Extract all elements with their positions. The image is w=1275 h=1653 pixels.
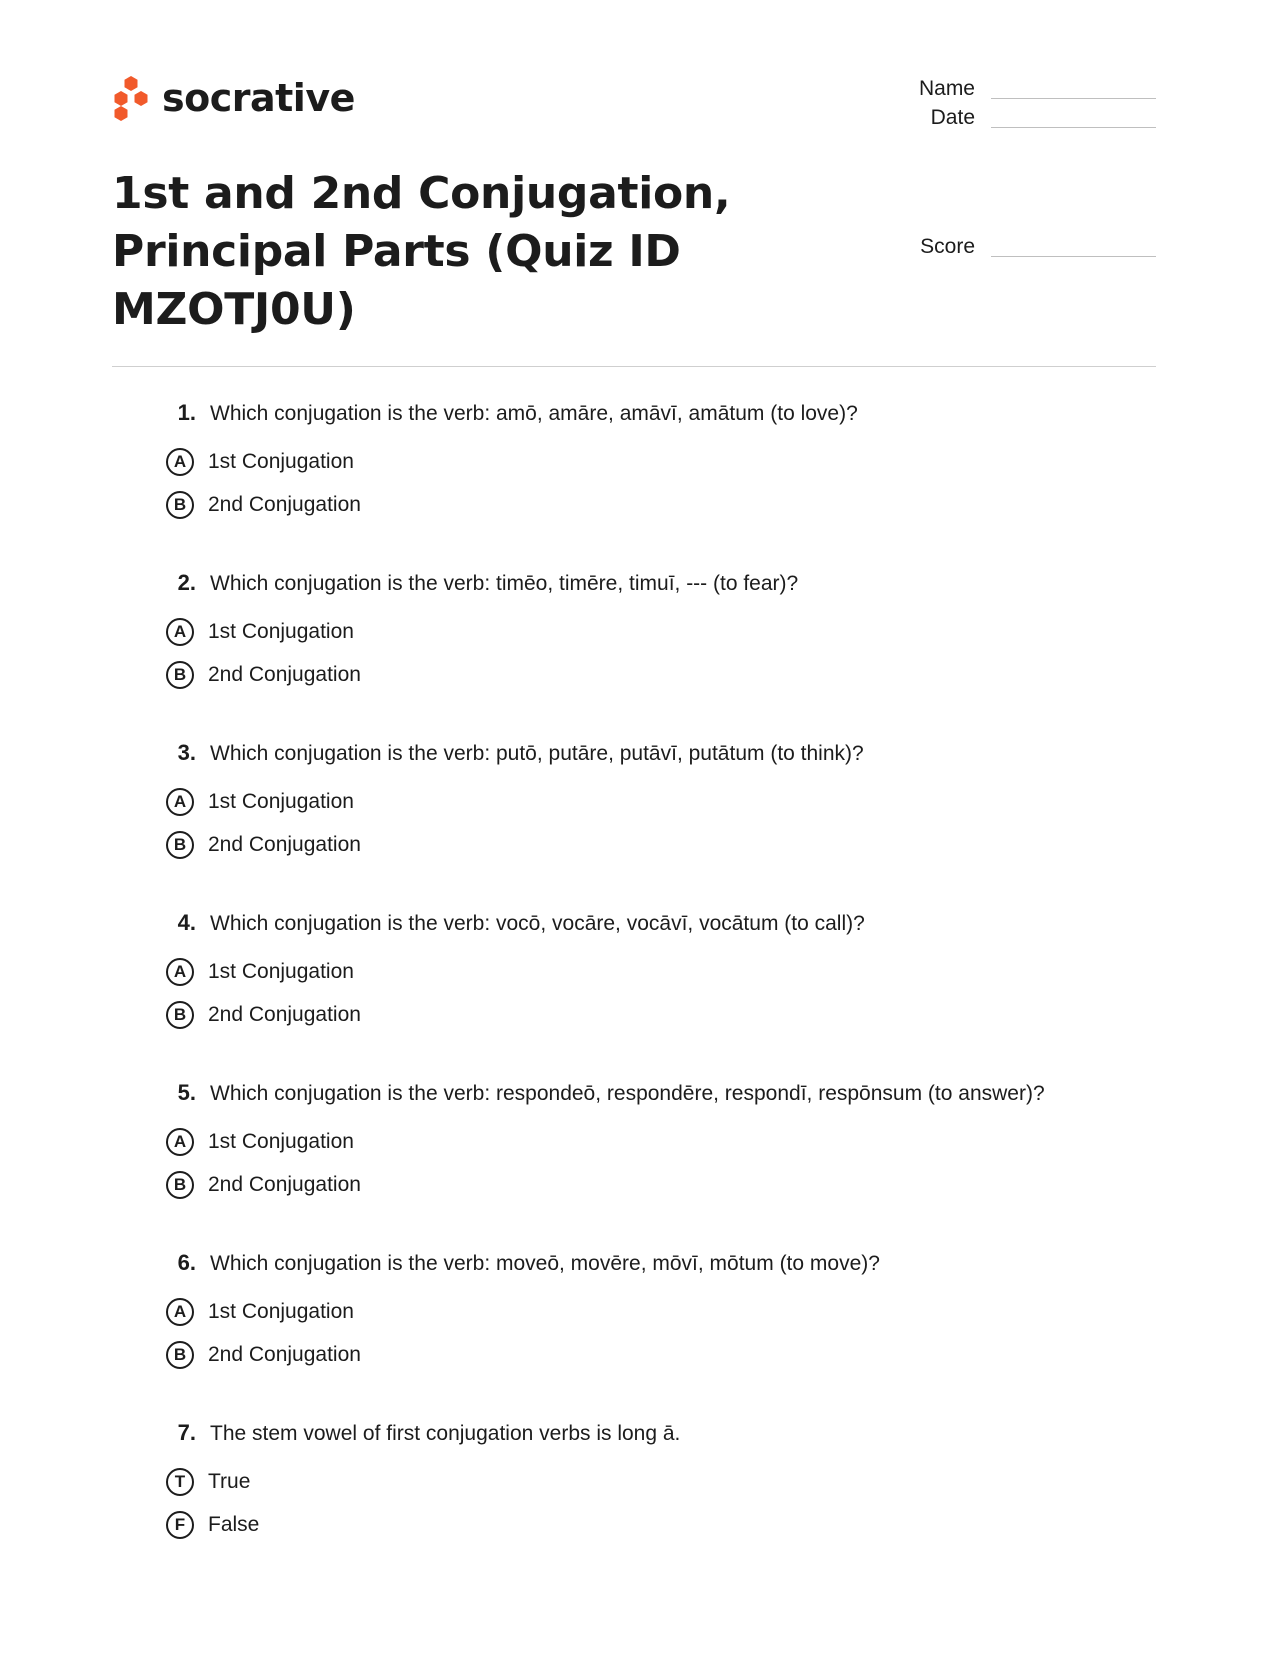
- option-label: 2nd Conjugation: [208, 1003, 361, 1026]
- question-text: Which conjugation is the verb: timēo, timēre, timuī, --- (to fear)?: [210, 572, 799, 595]
- option-label: False: [208, 1513, 260, 1536]
- question-number: 5.: [177, 1080, 196, 1105]
- question-7: [160, 1420, 1160, 1542]
- question-number: 1.: [177, 400, 196, 425]
- option-bubble[interactable]: B: [166, 831, 194, 859]
- question-1: [160, 400, 1160, 522]
- option-b[interactable]: [160, 998, 1160, 1032]
- question-text: Which conjugation is the verb: vocō, vocāre, vocāvī, vocātum (to call)?: [210, 912, 865, 935]
- page-title: 1st and 2nd Conjugation, Principal Parts (Quiz ID MZOTJ0U): [112, 168, 731, 335]
- question-6: [160, 1250, 1160, 1372]
- option-bubble[interactable]: F: [166, 1511, 194, 1539]
- option-bubble[interactable]: A: [166, 1298, 194, 1326]
- option-label: 2nd Conjugation: [208, 1343, 361, 1366]
- option-b[interactable]: [160, 1338, 1160, 1372]
- option-bubble[interactable]: B: [166, 1341, 194, 1369]
- question-number: 2.: [177, 570, 196, 595]
- option-bubble[interactable]: A: [166, 618, 194, 646]
- option-label: 2nd Conjugation: [208, 663, 361, 686]
- question-2: [160, 570, 1160, 692]
- option-label: 1st Conjugation: [208, 1130, 354, 1153]
- option-b[interactable]: [160, 658, 1160, 692]
- option-label: 2nd Conjugation: [208, 833, 361, 856]
- question-3: [160, 740, 1160, 862]
- date-line[interactable]: [991, 127, 1156, 128]
- score-label: Score: [920, 235, 975, 258]
- option-a[interactable]: [160, 1295, 1160, 1329]
- question-4: [160, 910, 1160, 1032]
- option-label: 2nd Conjugation: [208, 1173, 361, 1196]
- option-true[interactable]: [160, 1465, 1160, 1499]
- option-label: 1st Conjugation: [208, 450, 354, 473]
- option-label: 1st Conjugation: [208, 1300, 354, 1323]
- score-line[interactable]: [991, 256, 1156, 257]
- option-b[interactable]: [160, 828, 1160, 862]
- option-bubble[interactable]: B: [166, 491, 194, 519]
- option-a[interactable]: [160, 445, 1160, 479]
- option-b[interactable]: [160, 1168, 1160, 1202]
- option-b[interactable]: [160, 488, 1160, 522]
- question-text: Which conjugation is the verb: putō, putāre, putāvī, putātum (to think)?: [210, 742, 864, 765]
- socrative-logo: [112, 74, 355, 122]
- logo-wordmark: socrative: [162, 76, 355, 120]
- socrative-logo-icon: [112, 74, 150, 122]
- option-bubble[interactable]: B: [166, 1001, 194, 1029]
- question-5: [160, 1080, 1160, 1202]
- header-divider: [112, 366, 1156, 367]
- option-label: 1st Conjugation: [208, 620, 354, 643]
- date-label: Date: [930, 106, 975, 129]
- option-label: 1st Conjugation: [208, 790, 354, 813]
- option-label: 1st Conjugation: [208, 960, 354, 983]
- option-bubble[interactable]: B: [166, 1171, 194, 1199]
- question-number: 6.: [177, 1250, 196, 1275]
- name-label: Name: [918, 77, 975, 100]
- option-label: 2nd Conjugation: [208, 493, 361, 516]
- option-bubble[interactable]: A: [166, 448, 194, 476]
- question-number: 4.: [177, 910, 196, 935]
- question-text: The stem vowel of first conjugation verbs is long ā.: [210, 1422, 681, 1445]
- option-bubble[interactable]: A: [166, 958, 194, 986]
- option-bubble[interactable]: T: [166, 1468, 194, 1496]
- option-a[interactable]: [160, 1125, 1160, 1159]
- option-bubble[interactable]: A: [166, 788, 194, 816]
- question-text: Which conjugation is the verb: moveō, movēre, mōvī, mōtum (to move)?: [210, 1252, 880, 1275]
- option-a[interactable]: [160, 615, 1160, 649]
- question-number: 3.: [177, 740, 196, 765]
- question-text: Which conjugation is the verb: amō, amāre, amāvī, amātum (to love)?: [210, 402, 858, 425]
- date-field[interactable]: [845, 107, 1156, 128]
- option-bubble[interactable]: B: [166, 661, 194, 689]
- score-field[interactable]: [845, 236, 1156, 257]
- name-field[interactable]: [845, 78, 1156, 99]
- option-label: True: [208, 1470, 251, 1493]
- question-number: 7.: [177, 1420, 196, 1445]
- name-line[interactable]: [991, 98, 1156, 99]
- option-false[interactable]: [160, 1508, 1160, 1542]
- option-bubble[interactable]: A: [166, 1128, 194, 1156]
- question-text: Which conjugation is the verb: respondeō, respondēre, respondī, respōnsum (to answer)?: [210, 1082, 1045, 1105]
- option-a[interactable]: [160, 955, 1160, 989]
- option-a[interactable]: [160, 785, 1160, 819]
